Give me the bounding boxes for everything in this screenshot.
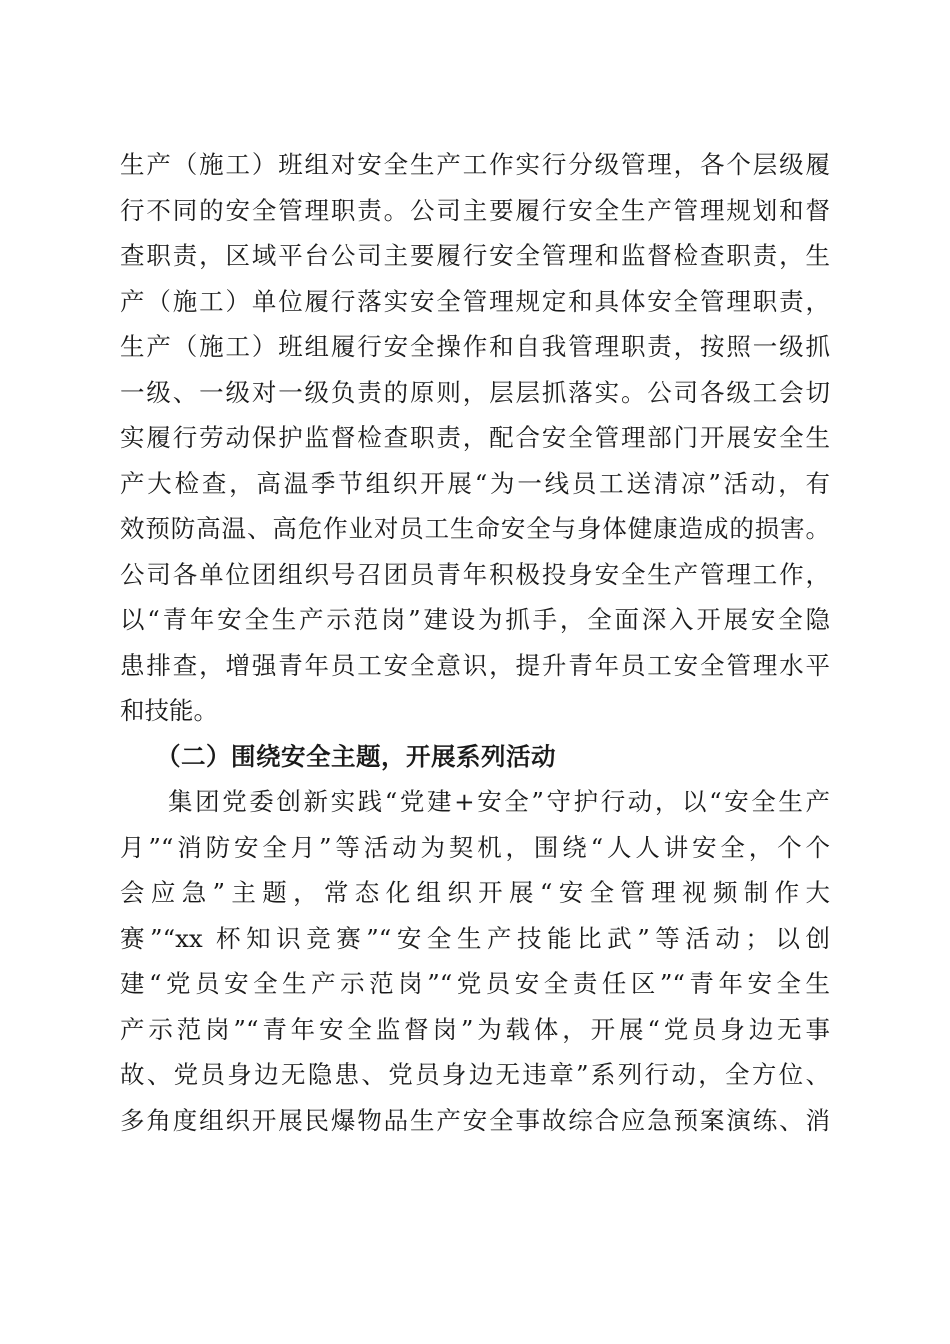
paragraph-line: 一级、一级对一级负责的原则，层层抓落实。公司各级工会切 (120, 377, 830, 407)
paragraph-line: 产示范岗”“青年安全监督岗”为载体，开展“党员身边无事 (120, 1014, 830, 1044)
paragraph-line: 建“党员安全生产示范岗”“党员安全责任区”“青年安全生 (120, 969, 830, 998)
paragraph-line: 产大检查，高温季节组织开展“为一线员工送清凉”活动，有 (120, 468, 830, 498)
paragraph-line: 行不同的安全管理职责。公司主要履行安全生产管理规划和督 (120, 195, 830, 225)
paragraph-line: 赛”“xx 杯知识竞赛”“安全生产技能比武”等活动；以创 (120, 923, 830, 953)
paragraph-line: 公司各单位团组织号召团员青年积极投身安全生产管理工作， (120, 559, 830, 589)
paragraph-line: 和技能。 (120, 696, 218, 725)
paragraph-line: 生产（施工）班组对安全生产工作实行分级管理，各个层级履 (120, 150, 830, 179)
paragraph-line: 以“青年安全生产示范岗”建设为抓手，全面深入开展安全隐 (120, 605, 830, 634)
paragraph-line: 故、党员身边无隐患、党员身边无违章”系列行动，全方位、 (120, 1060, 830, 1089)
paragraph-line: 集团党委创新实践“党建+安全”守护行动，以“安全生产 (168, 787, 830, 816)
paragraph-line: 效预防高温、高危作业对员工生命安全与身体健康造成的损害。 (120, 514, 830, 543)
paragraph-line: 患排查，增强青年员工安全意识，提升青年员工安全管理水平 (120, 650, 830, 680)
document-body (120, 142, 830, 1143)
paragraph-line: 多角度组织开展民爆物品生产安全事故综合应急预案演练、消 (120, 1105, 830, 1135)
paragraph-2 (120, 779, 830, 1143)
paragraph-line: 实履行劳动保护监督检查职责，配合安全管理部门开展安全生 (120, 423, 830, 452)
paragraph-line: 产（施工）单位履行落实安全管理规定和具体安全管理职责， (120, 286, 830, 316)
section-heading: （二）围绕安全主题，开展系列活动 (156, 741, 556, 771)
paragraph-line: 生产（施工）班组履行安全操作和自我管理职责，按照一级抓 (120, 332, 830, 361)
paragraph-line: 会应急”主题，常态化组织开展“安全管理视频制作大 (120, 878, 830, 907)
paragraph-line: 月”“消防安全月”等活动为契机，围绕“人人讲安全，个个 (120, 832, 830, 862)
paragraph-1 (120, 142, 830, 734)
paragraph-line: 查职责，区域平台公司主要履行安全管理和监督检查职责，生 (120, 241, 830, 270)
